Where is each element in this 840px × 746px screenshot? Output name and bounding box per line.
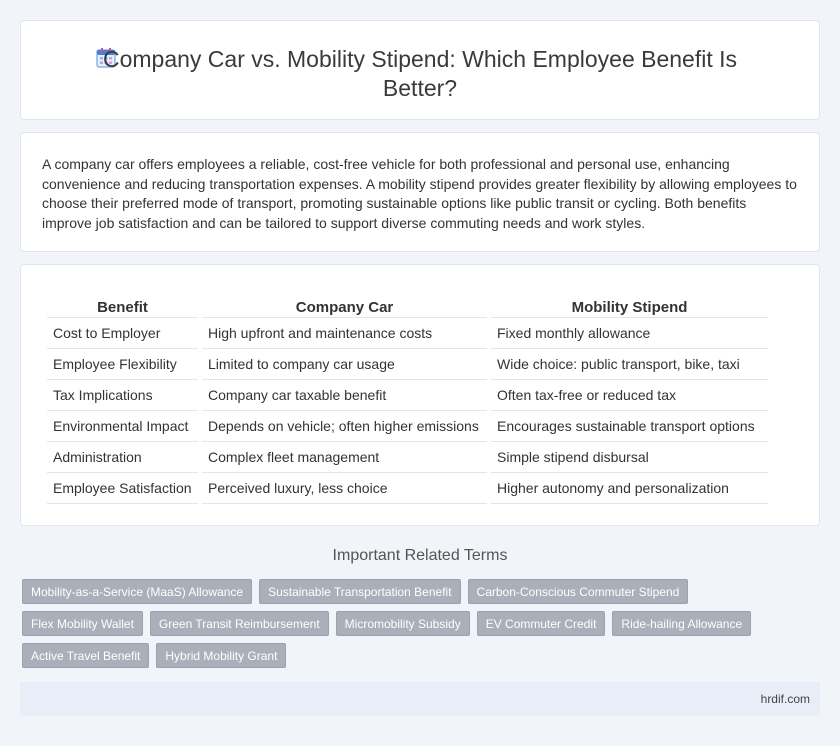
related-term-tag[interactable]: Flex Mobility Wallet bbox=[22, 611, 143, 636]
intro-paragraph: A company car offers employees a reliable, cost-free vehicle for both professional and personal use, enhancing convenience and reducing transportation expenses. A mobility stipend provides greater flexibility by allowing employees to choose their preferred mode of transport, promoting sustainable options like public transit or cycling. Both benefits improve job satisfaction and can be tailored to support diverse commuting needs and work styles. bbox=[42, 156, 797, 231]
table-cell: Employee Flexibility bbox=[47, 349, 198, 380]
comparison-card bbox=[20, 264, 820, 526]
footer bbox=[20, 682, 820, 716]
table-cell: Cost to Employer bbox=[47, 318, 198, 349]
related-term-tag[interactable]: Active Travel Benefit bbox=[22, 643, 149, 668]
table-cell: Complex fleet management bbox=[202, 442, 487, 473]
table-header-row bbox=[47, 294, 768, 318]
related-term-tag[interactable]: Sustainable Transportation Benefit bbox=[259, 579, 460, 604]
intro-card bbox=[20, 132, 820, 252]
table-cell: High upfront and maintenance costs bbox=[202, 318, 487, 349]
related-term-tag[interactable]: Micromobility Subsidy bbox=[336, 611, 470, 636]
table-cell: Wide choice: public transport, bike, taxi bbox=[491, 349, 768, 380]
table-cell: Administration bbox=[47, 442, 198, 473]
table-row bbox=[47, 411, 768, 442]
related-terms-list bbox=[22, 579, 822, 675]
column-header-mobility-stipend: Mobility Stipend bbox=[491, 294, 768, 318]
title-card bbox=[20, 20, 820, 120]
table-cell: Employee Satisfaction bbox=[47, 473, 198, 504]
table-cell: Higher autonomy and personalization bbox=[491, 473, 768, 504]
table-row bbox=[47, 442, 768, 473]
column-header-benefit: Benefit bbox=[47, 294, 198, 318]
related-term-tag[interactable]: EV Commuter Credit bbox=[477, 611, 606, 636]
related-term-tag[interactable]: Green Transit Reimbursement bbox=[150, 611, 329, 636]
related-term-tag[interactable]: Mobility-as-a-Service (MaaS) Allowance bbox=[22, 579, 252, 604]
table-cell: Often tax-free or reduced tax bbox=[491, 380, 768, 411]
related-term-tag[interactable]: Hybrid Mobility Grant bbox=[156, 643, 286, 668]
table-cell: Encourages sustainable transport options bbox=[491, 411, 768, 442]
table-row bbox=[47, 473, 768, 504]
table-cell: Company car taxable benefit bbox=[202, 380, 487, 411]
related-terms-heading: Important Related Terms bbox=[332, 547, 508, 564]
footer-site-link[interactable]: hrdif.com bbox=[760, 692, 810, 706]
related-term-tag[interactable]: Ride-hailing Allowance bbox=[612, 611, 751, 636]
column-header-company-car: Company Car bbox=[202, 294, 487, 318]
table-cell: Tax Implications bbox=[47, 380, 198, 411]
table-cell: Simple stipend disbursal bbox=[491, 442, 768, 473]
table-cell: Perceived luxury, less choice bbox=[202, 473, 487, 504]
table-cell: Fixed monthly allowance bbox=[491, 318, 768, 349]
page-title: Company Car vs. Mobility Stipend: Which Employee Benefit Is Better? bbox=[102, 46, 738, 101]
comparison-table bbox=[43, 294, 772, 504]
table-row bbox=[47, 318, 768, 349]
related-term-tag[interactable]: Carbon-Conscious Commuter Stipend bbox=[468, 579, 689, 604]
table-cell: Depends on vehicle; often higher emissions bbox=[202, 411, 487, 442]
table-row bbox=[47, 380, 768, 411]
table-cell: Limited to company car usage bbox=[202, 349, 487, 380]
table-row bbox=[47, 349, 768, 380]
table-cell: Environmental Impact bbox=[47, 411, 198, 442]
